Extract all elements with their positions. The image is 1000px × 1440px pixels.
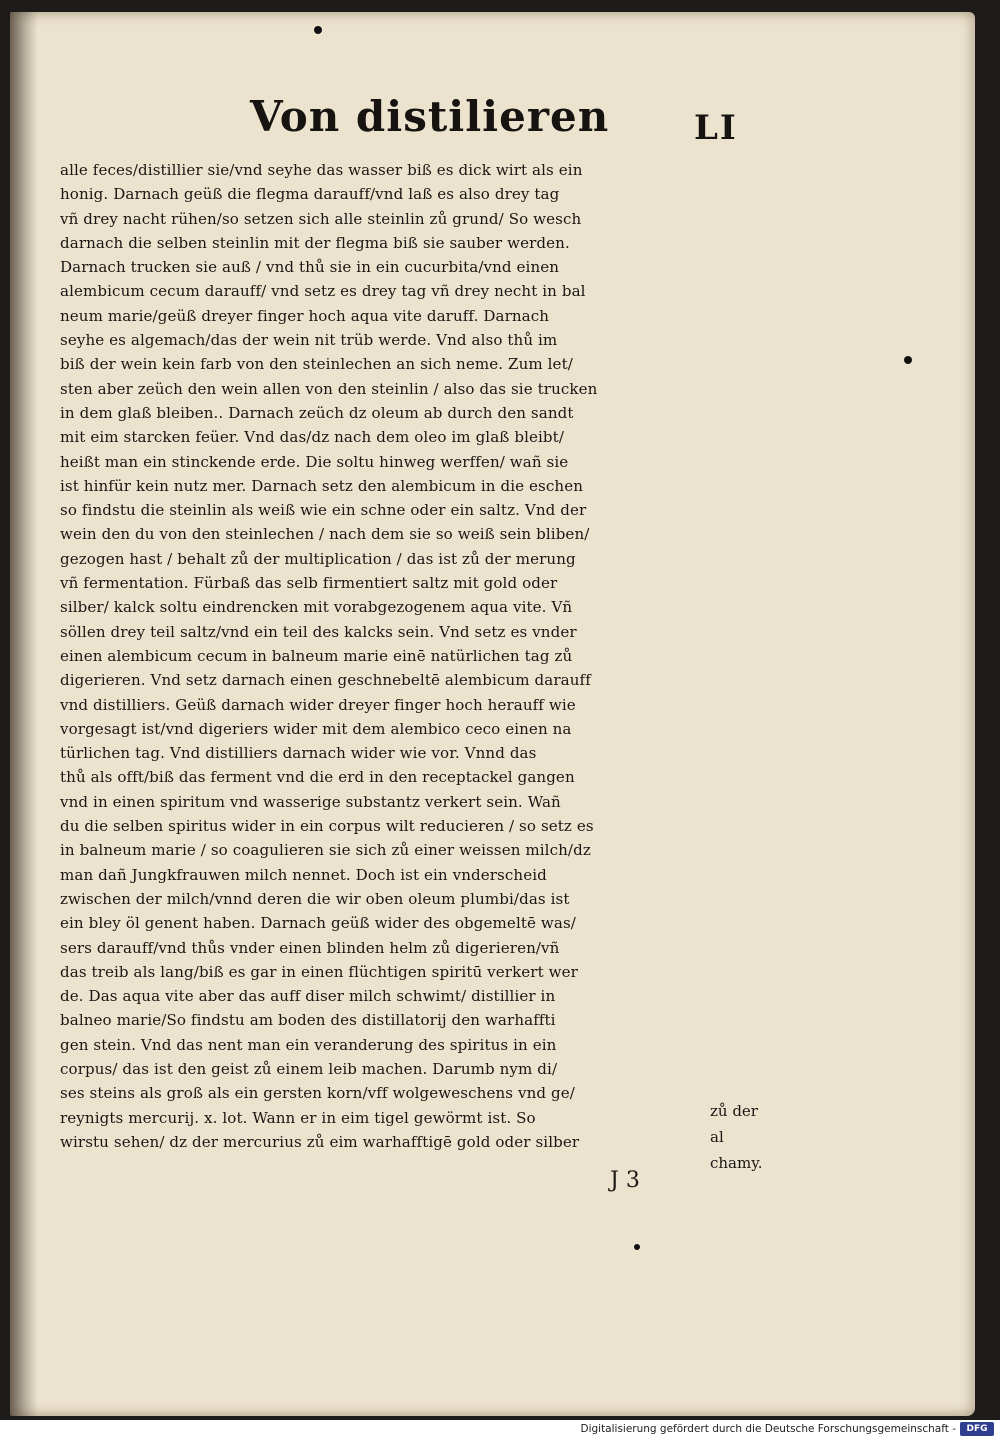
text-line: vnd in einen spiritum vnd wasserige substantz verkert sein. Wañ: [60, 792, 561, 811]
text-line: einen alembicum cecum in balneum marie einē natürlichen tag zů: [60, 646, 573, 665]
bottom-dot-mark: [634, 1244, 640, 1250]
text-block: [60, 158, 710, 1154]
text-line: heißt man ein stinckende erde. Die soltu hinweg werffen/ wañ sie: [60, 452, 569, 471]
text-line: neum marie/geüß dreyer finger hoch aqua vite daruff. Darnach: [60, 306, 550, 325]
page-gutter-shadow: [10, 12, 38, 1416]
text-line: silber/ kalck soltu eindrencken mit vorabgezogenem aqua vite. Vñ: [60, 598, 573, 617]
text-line: gen stein. Vnd das nent man ein veranderung des spiritus in ein: [60, 1035, 557, 1054]
text-line: wein den du von den steinlechen / nach dem sie so weiß sein bliben/: [60, 525, 590, 544]
footer-bar: [0, 1420, 1000, 1440]
text-line: biß der wein kein farb von den steinlechen an sich neme. Zum let/: [60, 355, 573, 374]
text-line: seyhe es algemach/das der wein nit trüb werde. Vnd also thů im: [60, 331, 558, 350]
text-line: reynigts mercurij. x. lot. Wann er in eim tigel gewörmt ist. So: [60, 1108, 536, 1127]
text-line: wirstu sehen/ dz der mercurius zů eim warhafftigē gold oder silber: [60, 1132, 580, 1151]
text-line: ses steins als groß als ein gersten korn/vff wolgeweschens vnd ge/: [60, 1084, 575, 1103]
text-line: man dañ Jungkfrauwen milch nennet. Doch ist ein vnderscheid: [60, 865, 547, 884]
marginal-note-line: chamy.: [710, 1154, 763, 1172]
text-line: ist hinfür kein nutz mer. Darnach setz den alembicum in die eschen: [60, 476, 584, 495]
text-line: alle feces/distillier sie/vnd seyhe das wasser biß es dick wirt als ein: [60, 161, 583, 179]
text-line: mit eim starcken feüer. Vnd das/dz nach dem oleo im glaß bleibt/: [60, 428, 564, 447]
dfg-logo: DFG: [960, 1422, 994, 1436]
right-margin-dot-mark: [904, 356, 912, 364]
signature-mark: J 3: [610, 1168, 640, 1193]
text-line: sers darauff/vnd thůs vnder einen blinden helm zů digerieren/vñ: [60, 938, 560, 957]
text-line: gezogen hast / behalt zů der multiplication / das ist zů der merung: [60, 549, 576, 568]
top-dot-mark: [314, 26, 322, 34]
text-line: türlichen tag. Vnd distilliers darnach wider wie vor. Vnnd das: [60, 744, 537, 763]
text-line: de. Das aqua vite aber das auff diser milch schwimt/ distillier in: [60, 987, 556, 1006]
text-line: corpus/ das ist den geist zů einem leib machen. Darumb nym di/: [60, 1059, 558, 1078]
text-line: sten aber zeüch den wein allen von den steinlin / also das sie trucken: [60, 379, 598, 398]
text-line: das treib als lang/biß es gar in einen flüchtigen spiritū verkert wer: [60, 962, 578, 981]
marginal-note: [710, 1098, 770, 1176]
text-line: alembicum cecum darauff/ vnd setz es drey tag vñ drey necht in bal: [60, 282, 586, 301]
text-line: vorgesagt ist/vnd digeriers wider mit dem alembico ceco einen na: [60, 719, 572, 738]
marginal-note-line: zů der al: [710, 1102, 758, 1146]
text-line: vñ drey nacht rühen/so setzen sich alle steinlin zů grund/ So wesch: [60, 209, 582, 228]
text-line: darnach die selben steinlin mit der flegma biß sie sauber werden.: [60, 233, 570, 252]
text-line: Darnach trucken sie auß / vnd thů sie in ein cucurbita/vnd einen: [60, 258, 560, 277]
text-line: balneo marie/So findstu am boden des distillatorij den warhaffti: [60, 1011, 556, 1030]
text-line: vnd distilliers. Geüß darnach wider dreyer finger hoch herauff wie: [60, 695, 576, 714]
text-line: thů als offt/biß das ferment vnd die erd in den receptackel gangen: [60, 768, 575, 787]
text-line: söllen drey teil saltz/vnd ein teil des kalcks sein. Vnd setz es vnder: [60, 622, 577, 641]
page-heading: Von distilieren: [250, 92, 610, 141]
text-line: in dem glaß bleiben.. Darnach zeüch dz oleum ab durch den sandt: [60, 403, 574, 422]
folio-number: LI: [694, 108, 738, 148]
text-line: in balneum marie / so coagulieren sie sich zů einer weissen milch/dz: [60, 841, 591, 860]
text-line: so findstu die steinlin als weiß wie ein schne oder ein saltz. Vnd der: [60, 501, 587, 520]
footer-credit: Digitalisierung gefördert durch die Deutsche Forschungsgemeinschaft -: [580, 1423, 956, 1435]
text-line: ein bley öl genent haben. Darnach geüß wider des obgemeltē was/: [60, 914, 576, 933]
text-line: honig. Darnach geüß die flegma darauff/vnd laß es also drey tag: [60, 185, 560, 204]
text-line: digerieren. Vnd setz darnach einen geschnebeltē alembicum darauff: [60, 671, 591, 690]
text-line: vñ fermentation. Fürbaß das selb firmentiert saltz mit gold oder: [60, 574, 558, 593]
text-line: du die selben spiritus wider in ein corpus wilt reducieren / so setz es: [60, 817, 594, 836]
text-line: zwischen der milch/vnnd deren die wir oben oleum plumbi/das ist: [60, 889, 570, 908]
